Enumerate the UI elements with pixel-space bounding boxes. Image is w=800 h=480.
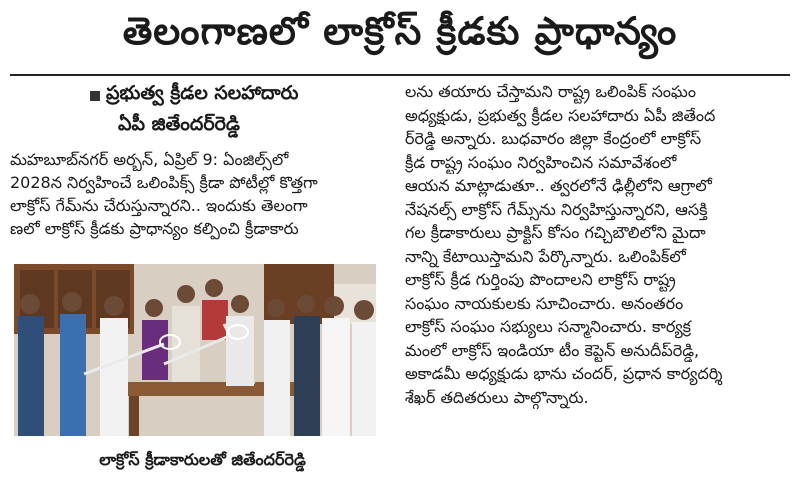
headline-rule: [10, 74, 790, 76]
text-line: లాక్రోస్ సంఘం సభ్యులు సన్మానించారు. కార్యక్ర: [405, 317, 692, 336]
text-line: లను తయారు చేస్తామని రాష్ట్ర ఒలింపిక్ సంఘం: [405, 82, 696, 101]
text-line: నాన్ని కేటాయిస్తామని పేర్కొన్నారు. ఒలింపిక్‌లో: [405, 246, 686, 266]
text-line: గల క్రీడాకారులు ప్రాక్టిస్ కోసం గచ్చిబౌలిలోని మైదా: [405, 223, 706, 242]
photo-caption: లాక్రోస్ క్రీడాకారులతో జితేందర్‌రెడ్డి: [99, 450, 306, 469]
news-photo: [14, 264, 376, 436]
headline: తెలంగాణలో లాక్రోస్ క్రీడకు ప్రాధాన్యం: [122, 9, 678, 53]
text-line: 2028న నిర్వహించే ఒలింపిక్స్ క్రీడా పోటీల్లో కొత్తగా: [10, 173, 318, 192]
text-line: అకాడమీ అధ్యక్షుడు భాను చందర్, ప్రధాన కార్యదర్శి: [405, 364, 723, 383]
left-paragraph: [10, 148, 395, 240]
text-line: ణలో లాక్రోస్ క్రీడకు ప్రాధాన్యం కల్పించి క్రీడాకారు: [10, 219, 299, 238]
text-line: నేషనల్స్ లాక్రోస్ గేమ్స్‌ను నిర్వహిస్తున్నారని, ఆసక్తి: [405, 199, 708, 219]
text-line: క్రీడ రాష్ట్ర సంఘం నిర్వహించిన సమావేశంలో: [405, 152, 677, 172]
byline-name: ఏపీ జితేందర్‌రెడ్డి: [118, 113, 240, 135]
byline-role-row: [90, 82, 395, 109]
right-column: [405, 80, 790, 480]
text-line: శేఖర్ తదితరులు పాల్గొన్నారు.: [405, 387, 589, 407]
text-line: సంఘం నాయకులకు సూచించారు. అనంతరం: [405, 293, 684, 313]
byline-role: ప్రభుత్వ క్రీడల సలహాదారు: [106, 82, 299, 104]
bullet-icon: [90, 91, 100, 101]
text-line: లాక్రోస్ గేమ్‌ను చేరుస్తున్నారని.. ఇందుకు తెలంగా: [10, 196, 308, 215]
text-line: ర్‌రెడ్డి అన్నారు. బుధవారం జిల్లా కేంద్రంలో లాక్రోస్: [405, 129, 702, 148]
text-line: మహబూబ్‌నగర్ అర్బన్, ఏప్రిల్ 9: ఏంజిల్స్‌లో: [10, 150, 289, 169]
text-line: ఆయన మాట్లాడుతూ.. త్వరలోనే ఢిల్లీలోని ఆగ్రాలో: [405, 176, 712, 195]
text-line: మంలో లాక్రోస్ ఇండియా టీం కెప్టెన్ అనుదీప్‌రెడ్డి,: [405, 340, 700, 360]
text-line: అధ్యక్షుడు, ప్రభుత్వ క్రీడల సలహాదారు ఏపీ జితేంద: [405, 105, 716, 125]
text-line: లాక్రోస్ క్రీడ గుర్తింపు పొందాలని లాక్రోస్ రాష్ట్ర: [405, 270, 676, 289]
